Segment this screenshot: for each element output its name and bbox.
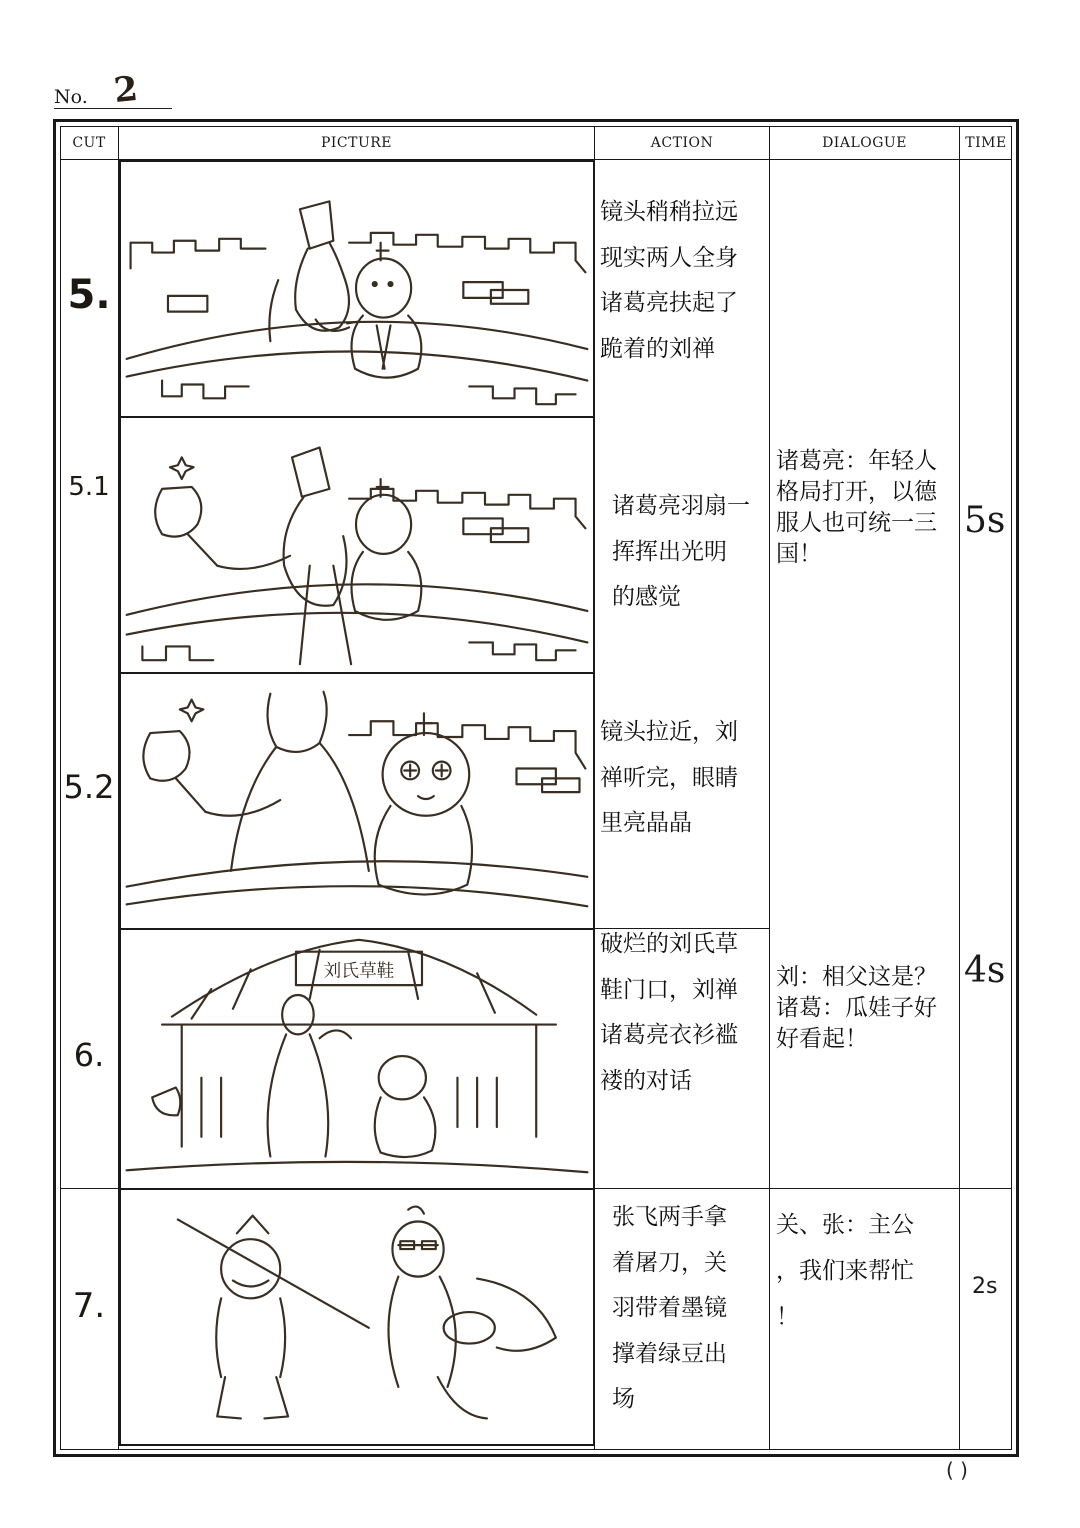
sketch-sparkling-eyes-closeup (121, 674, 593, 928)
cut-number-5: 5. (67, 272, 111, 318)
time-value-cut6: 4s (964, 950, 1006, 991)
header-action: ACTION (650, 135, 714, 151)
action-text-cut7: 张飞两手拿 着屠刀，关 羽带着墨镜 撑着绿豆出 场 (612, 1204, 727, 1412)
sheet-number-value: 2 (111, 68, 140, 112)
picture-frame-cut5-2 (119, 672, 595, 930)
header-dialogue: DIALOGUE (822, 135, 907, 151)
column-divider-action (769, 126, 770, 1450)
cut-number-5-2: 5.2 (63, 768, 115, 806)
page-marker: ( ) (946, 1458, 968, 1482)
sheet-number-label: No. (54, 86, 88, 108)
action-text-cut6: 破烂的刘氏草 鞋门口，刘禅 诸葛亮衣衫褴 褛的对话 (600, 931, 738, 1094)
header-time: TIME (965, 135, 1007, 151)
picture-frame-cut6 (119, 928, 595, 1190)
dialogue-text-cut7: 关、张：主公 ，我们来帮忙 ！ (776, 1212, 914, 1330)
action-text-cut5-2: 镜头拉近，刘 禅听完，眼睛 里亮晶晶 (600, 719, 738, 836)
shop-sign-text: 刘氏草鞋 (323, 961, 395, 982)
picture-frame-cut5-1 (119, 416, 595, 674)
sketch-fan-wave-on-wall (121, 418, 593, 672)
time-value-cut5: 5s (964, 500, 1006, 541)
sketch-two-figures-on-wall (121, 162, 593, 416)
header-cut: CUT (72, 135, 106, 151)
time-value-cut7: 2s (972, 1274, 998, 1299)
cut-number-7: 7. (72, 1286, 106, 1326)
cut-number-5-1: 5.1 (68, 472, 110, 502)
dialogue-text-cut6: 刘：相父这是？ 诸葛：瓜娃子好 好看起！ (776, 964, 937, 1052)
dialogue-text-cut5: 诸葛亮：年轻人 格局打开，以德 服人也可统一三 国！ (776, 448, 937, 567)
cut-number-6: 6. (73, 1036, 105, 1074)
sketch-zhangfei-guanyu-entrance (121, 1190, 593, 1444)
header-picture: PICTURE (320, 135, 393, 151)
picture-frame-cut5 (119, 160, 595, 418)
sketch-straw-shoe-shop (121, 930, 593, 1188)
picture-frame-cut7 (119, 1188, 595, 1446)
action-text-cut5-1: 诸葛亮羽扇一 挥挥出光明 的感觉 (612, 493, 750, 610)
sheet-number (54, 68, 172, 112)
column-divider-dialogue (959, 126, 960, 1450)
action-text-cut5: 镜头稍稍拉远 现实两人全身 诸葛亮扶起了 跪着的刘禅 (600, 199, 738, 362)
